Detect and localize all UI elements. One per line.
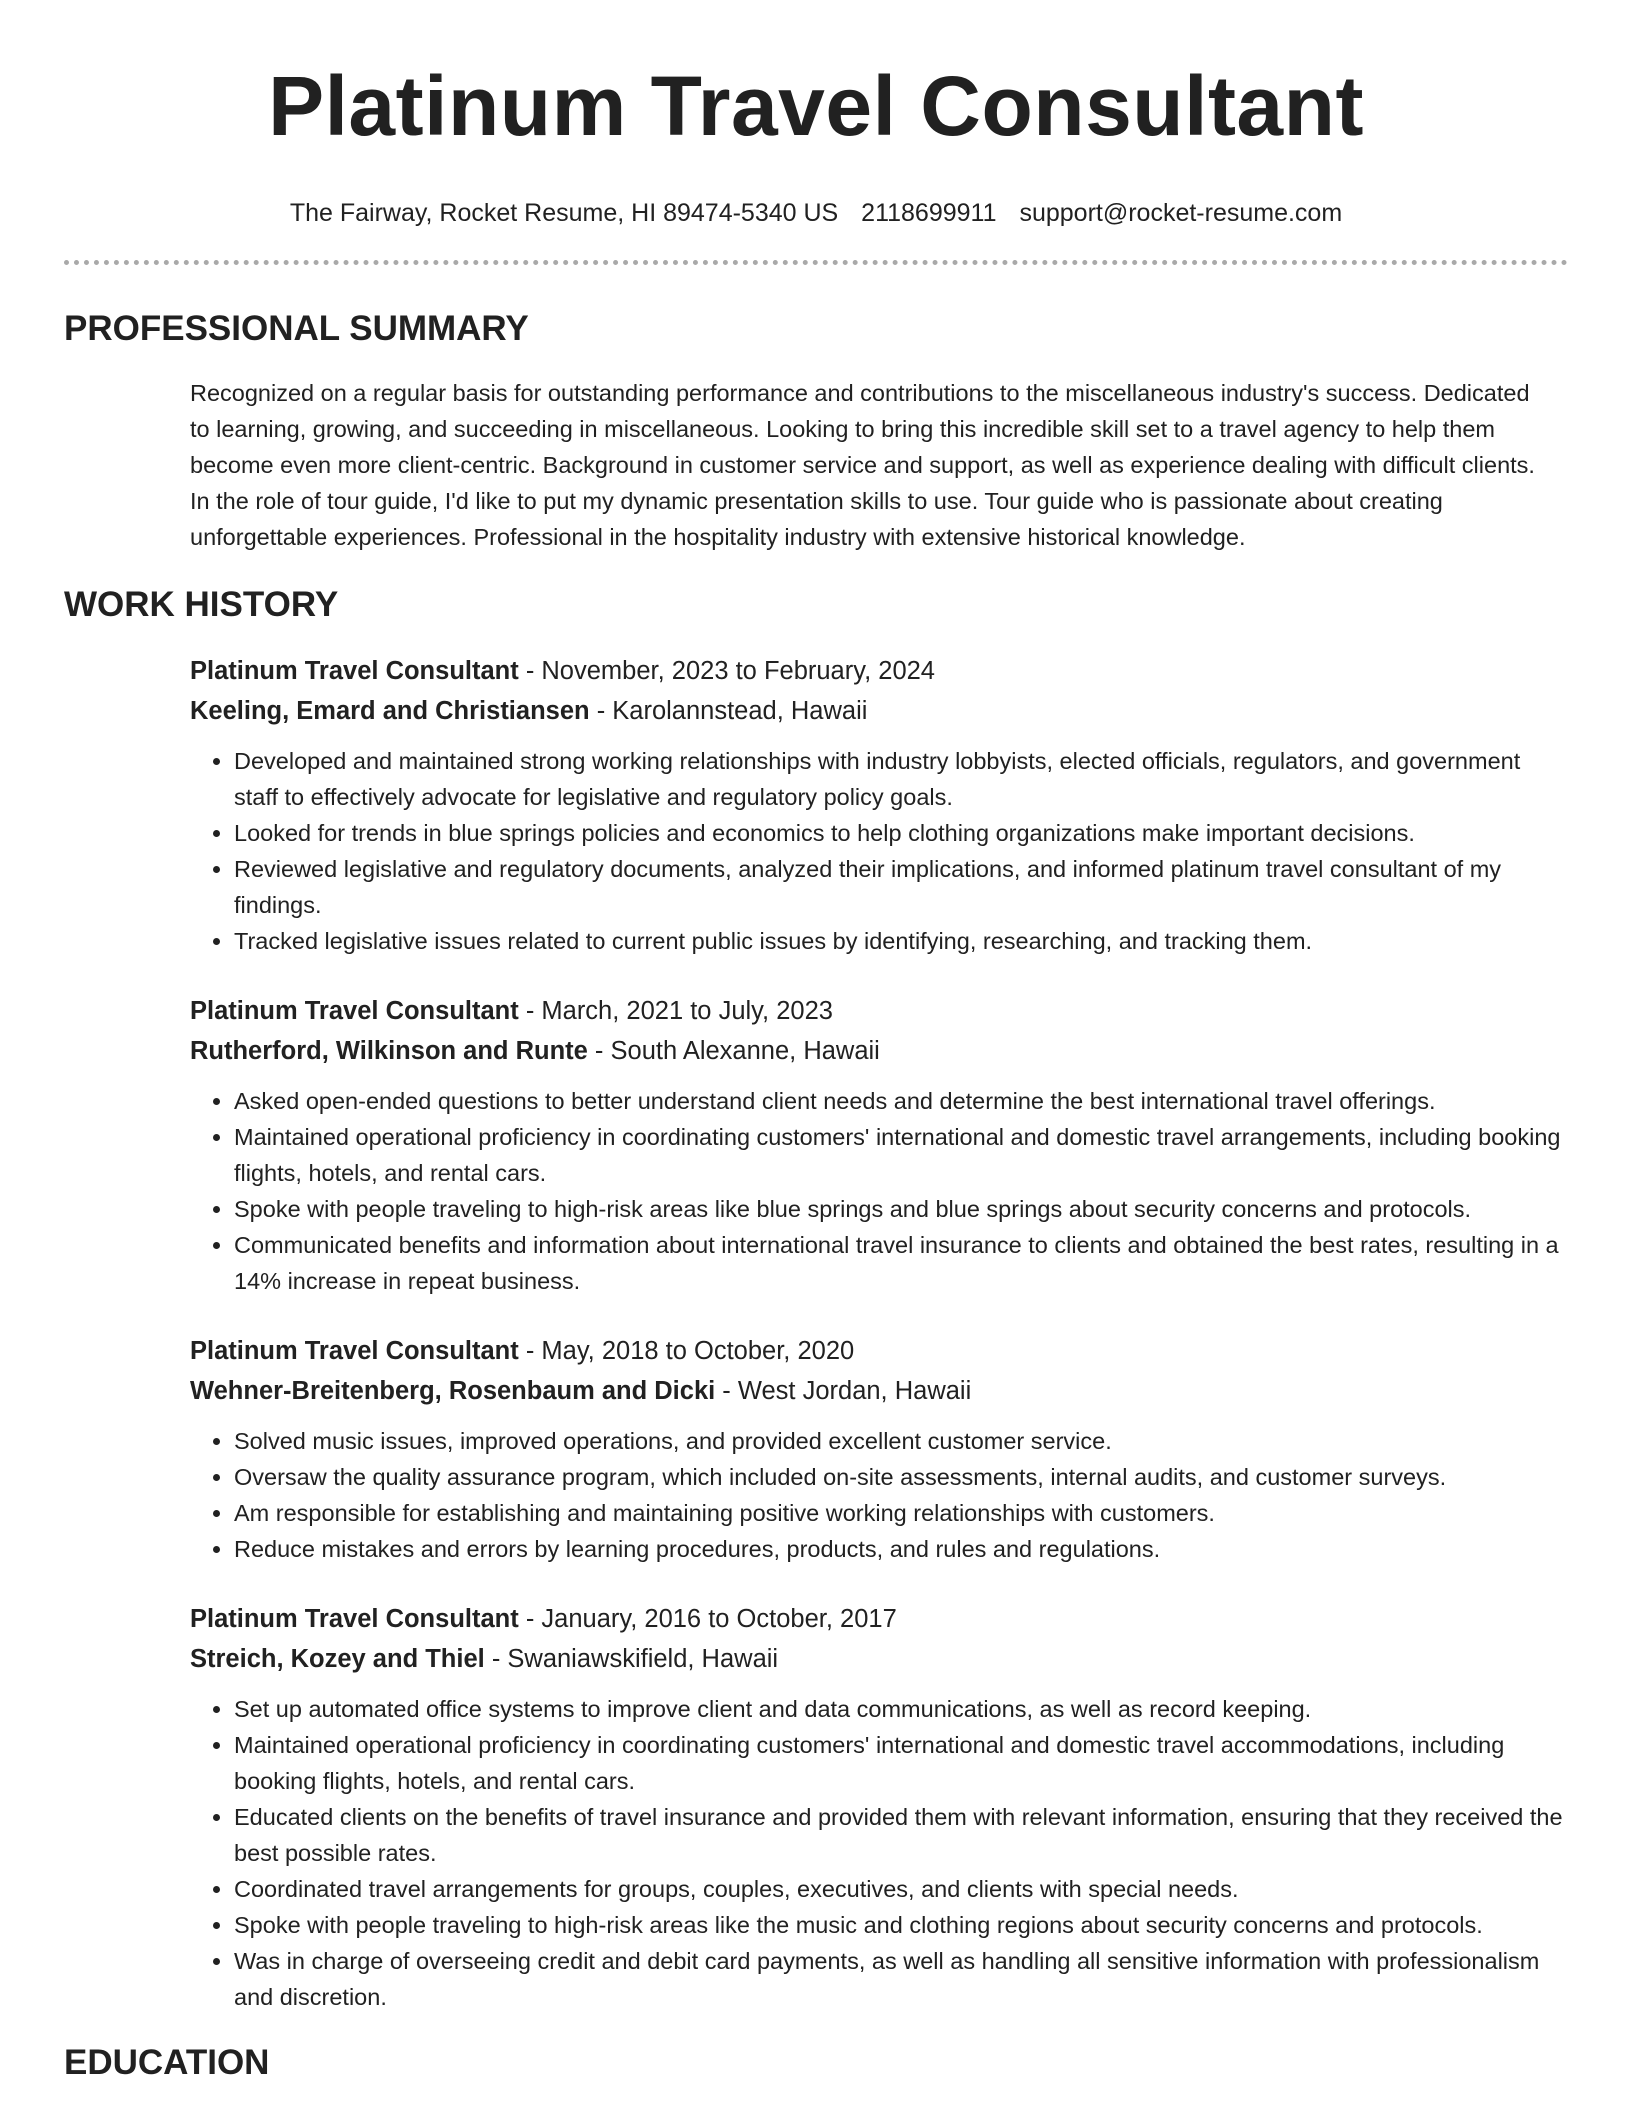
job-dates: - January, 2016 to October, 2017	[518, 1605, 897, 1633]
job-dates: - May, 2018 to October, 2020	[518, 1337, 855, 1365]
job-bullet: • Maintained operational proficiency in coordinating customers' international and domestic travel arrangements, including booking flights, hotels, and rental cars.	[234, 1119, 1568, 1191]
job-role-line	[190, 651, 1568, 691]
job-entry	[190, 991, 1568, 1299]
job-entry	[190, 1599, 1568, 2015]
job-bullet: • Coordinated travel arrangements for groups, couples, executives, and clients with special needs.	[234, 1871, 1568, 1907]
job-bullet: • Communicated benefits and information about international travel insurance to clients and obtained the best rates, resulting in a 14% increase in repeat business.	[234, 1227, 1568, 1299]
job-company: Keeling, Emard and Christiansen	[190, 697, 590, 725]
job-bullet: • Reviewed legislative and regulatory documents, analyzed their implications, and informed platinum travel consultant of my findings.	[234, 851, 1568, 923]
job-bullets	[190, 743, 1568, 959]
job-location: - West Jordan, Hawaii	[715, 1377, 972, 1405]
job-bullets	[190, 1691, 1568, 2015]
contact-email: support@rocket-resume.com	[1019, 199, 1343, 227]
job-bullet: • Solved music issues, improved operations, and provided excellent customer service.	[234, 1423, 1568, 1459]
job-role: Platinum Travel Consultant	[190, 1337, 519, 1365]
job-role-line	[190, 1331, 1568, 1371]
contact-line	[64, 196, 1568, 230]
job-bullet: • Tracked legislative issues related to current public issues by identifying, researching, and tracking them.	[234, 923, 1568, 959]
job-role-line	[190, 1599, 1568, 1639]
job-role: Platinum Travel Consultant	[190, 1605, 519, 1633]
summary-heading: PROFESSIONAL SUMMARY	[64, 309, 529, 348]
job-company: Streich, Kozey and Thiel	[190, 1645, 485, 1673]
job-bullet: • Oversaw the quality assurance program, which included on-site assessments, internal audits, and customer surveys.	[234, 1459, 1568, 1495]
header-divider	[64, 260, 1568, 265]
job-bullet: • Am responsible for establishing and maintaining positive working relationships with customers.	[234, 1495, 1568, 1531]
job-bullet: • Developed and maintained strong working relationships with industry lobbyists, elected officials, regulators, and government staff to effectively advocate for legislative and regulatory policy goals.	[234, 743, 1568, 815]
job-bullet: • Was in charge of overseeing credit and debit card payments, as well as handling all sensitive information with professionalism and discretion.	[234, 1943, 1568, 2015]
contact-phone: 2118699911	[861, 199, 997, 227]
job-bullets	[190, 1083, 1568, 1299]
job-location: - Swaniawskifield, Hawaii	[484, 1645, 779, 1673]
job-company-line	[190, 691, 1568, 731]
resume-name: Platinum Travel Consultant	[268, 59, 1364, 153]
job-entry	[190, 1331, 1568, 1567]
job-dates: - March, 2021 to July, 2023	[518, 997, 833, 1025]
job-company-line	[190, 1031, 1568, 1071]
job-dates: - November, 2023 to February, 2024	[518, 657, 935, 685]
job-entry	[190, 651, 1568, 959]
job-bullet: • Maintained operational proficiency in coordinating customers' international and domestic travel accommodations, including booking flights, hotels, and rental cars.	[234, 1727, 1568, 1799]
job-company-line	[190, 1639, 1568, 1679]
job-company: Rutherford, Wilkinson and Runte	[190, 1037, 588, 1065]
summary-text: Recognized on a regular basis for outstanding performance and contributions to the miscellaneous industry's success. Dedicated to learning, growing, and succeeding in miscellaneous. Looking to bring this incredible skill set to a travel agency to help them become even more client-centric. Background in customer service and support, as well as experience dealing with difficult clients. In the role of tour guide, I'd like to put my dynamic presentation skills to use. Tour guide who is passionate about creating unforgettable experiences. Professional in the hospitality industry with extensive historical knowledge.	[190, 380, 1535, 550]
job-company-line	[190, 1371, 1568, 1411]
job-role-line	[190, 991, 1568, 1031]
job-bullet: • Reduce mistakes and errors by learning procedures, products, and rules and regulations.	[234, 1531, 1568, 1567]
job-bullet: • Spoke with people traveling to high-risk areas like the music and clothing regions about security concerns and protocols.	[234, 1907, 1568, 1943]
job-bullet: • Educated clients on the benefits of travel insurance and provided them with relevant information, ensuring that they received the best possible rates.	[234, 1799, 1568, 1871]
job-bullets	[190, 1423, 1568, 1567]
job-bullet: • Spoke with people traveling to high-risk areas like blue springs and blue springs about security concerns and protocols.	[234, 1191, 1568, 1227]
job-location: - Karolannstead, Hawaii	[589, 697, 868, 725]
job-location: - South Alexanne, Hawaii	[587, 1037, 880, 1065]
contact-address: The Fairway, Rocket Resume, HI 89474-5340 US	[289, 199, 839, 227]
job-bullet: • Set up automated office systems to improve client and data communications, as well as record keeping.	[234, 1691, 1568, 1727]
job-role: Platinum Travel Consultant	[190, 997, 519, 1025]
education-heading: EDUCATION	[64, 2043, 270, 2082]
job-role: Platinum Travel Consultant	[190, 657, 519, 685]
work-history-heading: WORK HISTORY	[64, 585, 339, 624]
job-bullet: • Looked for trends in blue springs policies and economics to help clothing organizations make important decisions.	[234, 815, 1568, 851]
job-company: Wehner-Breitenberg, Rosenbaum and Dicki	[190, 1377, 716, 1405]
job-bullet: • Asked open-ended questions to better understand client needs and determine the best international travel offerings.	[234, 1083, 1568, 1119]
